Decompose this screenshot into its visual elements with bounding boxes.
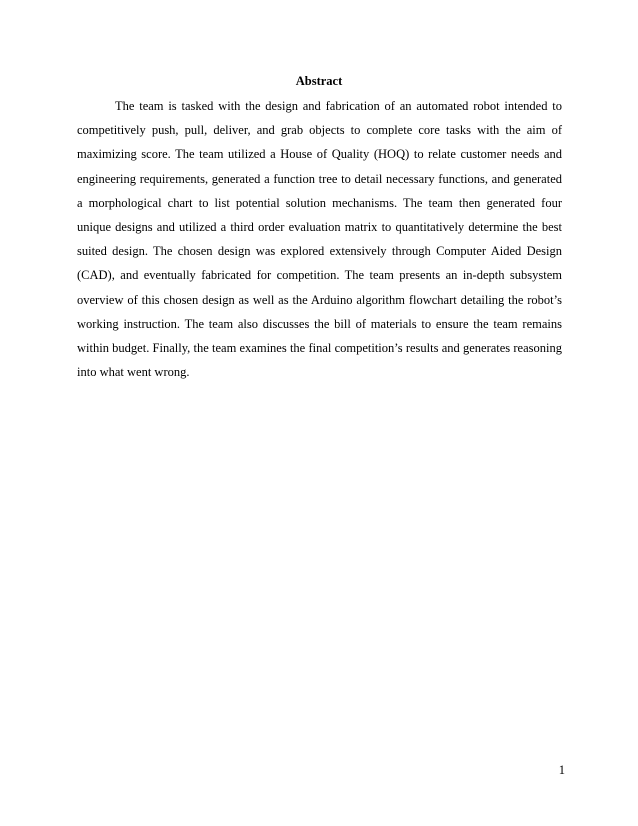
abstract-paragraph: The team is tasked with the design and fabrication of an automated robot intended to competitively push, pull, deliver, and grab objects to complete core tasks with the aim of maximizing score. The team utilized a House of Quality (HOQ) to relate customer needs and engineering requirements, generated a function tree to detail necessary functions, and generated a morphological chart to list potential solution mechanisms. The team then generated four unique designs and utilized a third order evaluation matrix to quantitatively determine the best suited design. The chosen design was explored extensively through Computer Aided Design (CAD), and eventually fabricated for competition. The team presents an in-depth subsystem overview of this chosen design as well as the Arduino algorithm flowchart detailing the robot’s working instruction. The team also discusses the bill of materials to ensure the team remains within budget. Finally, the team examines the final competition’s results and generates reasoning into what went wrong. bbox=[77, 99, 562, 380]
abstract-heading: Abstract bbox=[295, 74, 343, 88]
page-number: 1 bbox=[558, 763, 565, 777]
